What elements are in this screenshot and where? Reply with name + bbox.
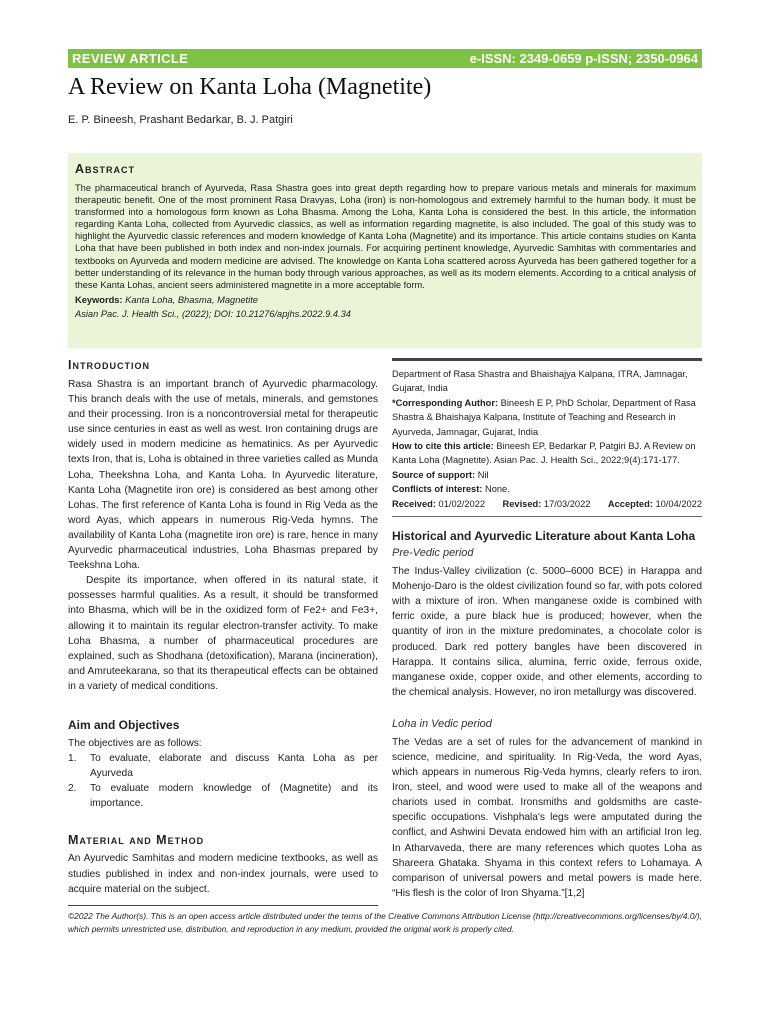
article-title: A Review on Kanta Loha (Magnetite) xyxy=(68,74,432,100)
aims-heading: Aim and Objectives xyxy=(68,717,180,732)
footer-rule xyxy=(68,905,378,906)
received-label: Received: xyxy=(392,498,436,509)
conflict-label: Conflicts of interest: xyxy=(392,484,483,495)
issn: e-ISSN: 2349-0659 p-ISSN; 2350-0964 xyxy=(469,51,698,66)
list-number: 1. xyxy=(68,753,77,765)
corr-text: Bineesh E P, PhD Scholar, Department of Rasa Shastra & Bhaishajya Kalpana, Institute of Teaching and Research in Ayurveda, Jamnagar, Gujarat, India xyxy=(392,397,696,437)
how-to-cite xyxy=(392,439,702,468)
accepted-value: 10/04/2022 xyxy=(655,498,702,509)
header-bar xyxy=(68,49,702,68)
revised-label: Revised: xyxy=(502,498,542,509)
support-text: Nil xyxy=(477,469,489,480)
pre-vedic-heading: Pre-Vedic period xyxy=(392,547,474,560)
objectives-list xyxy=(68,751,378,811)
abstract-text: The pharmaceutical branch of Ayurveda, Rasa Shastra goes into great depth regarding how to prepare various metals and minerals for maximum therapeutic benefit. One of the most prominent Rasa Dravyas, Loha (iron) is non-homologous and extremely harmful to the human body. It must be transformed into a homologous form known as Loha Bhasma. Among the Loha, Kanta Loha is considered the best. In this article, the information regarding Kanta Loha, collected from Ayurvedic classics, as well as information regarding magnetite, is also included. The goal of this study was to highlight the Ayurvedic classic references and modern knowledge of Kanta Loha (Magnetite) and its importance. This article contains studies on Kanta Loha that have been published in both index and non-index journals. For acquiring pertinent knowledge, Ayurvedic Samhitas with commentaries and textbooks on Ayurveda and modern medicine are advised. The knowledge on Kanta Loha scattered across Ayurveda has been gathered together for a better understanding of its relevance in the human body through various approaches, as well as its modern elements. According to a critical analysis of these Kanta Lohas, ancient seers administered magnetite in a more acceptable form. xyxy=(75,183,696,290)
abstract-box xyxy=(68,153,702,348)
affiliation-block xyxy=(392,367,702,511)
list-item xyxy=(68,751,378,781)
conflict-text: None. xyxy=(484,484,510,495)
article-dates xyxy=(392,497,702,511)
vedic-text: The Vedas are a set of rules for the advancement of mankind in science, medicine, and spirituality. In Rig-Veda, the word Ayas, which appears in numerous Rig-Veda hymns, clearly refers to iron. Iron, steel, and wood were used to make all of the weapons and chariots used in combat. Ironsmiths and goldsmiths are caste-specific occupations. Vishphala's legs were amputated during the conflict, and Ashwini Devata endowed him with an artificial Iron leg. In Atharvaveda, there are many references which quotes Loha as Shareera Ghataka. Shyama in this context refers to Lohamaya. A comparison of universal powers and metal powers is made here. “His flesh is the color of Iron Shyama.”[1,2] xyxy=(392,736,702,899)
introduction-heading: Introduction xyxy=(68,358,150,372)
method-text: An Ayurvedic Samhitas and modern medicine textbooks, as well as studies published in index and non-index journals, were used to acquire material on the subject. xyxy=(68,853,378,895)
affiliation-bottom-rule xyxy=(392,516,702,517)
left-column xyxy=(68,358,378,897)
journal-citation: Asian Pac. J. Health Sci., (2022); DOI: 10.21276/apjhs.2022.9.4.34 xyxy=(75,308,351,319)
keywords-value: Kanta Loha, Bhasma, Magnetite xyxy=(125,294,258,305)
keywords-label: Keywords: xyxy=(75,294,123,305)
cite-text: Bineesh EP, Bedarkar P, Patgiri BJ. A Review on Kanta Loha (Magnetite). Asian Pac. J. Health Sci., 2022;9(4):171-177. xyxy=(392,441,696,466)
received-date xyxy=(392,497,485,511)
revised-date xyxy=(503,497,591,511)
aims-intro: The objectives are as follows: xyxy=(68,737,202,749)
list-item xyxy=(68,781,378,811)
license-footer: ©2022 The Author(s). This is an open access article distributed under the terms of the Creative Commons Attribution License (http://creativecommons.org/licenses/by/4.0/), which permits unrestricted use, distribution, and reproduction in any medium, provided the original work is properly cited. xyxy=(68,911,702,934)
affiliation-top-rule xyxy=(392,358,702,361)
corr-label: *Corresponding Author: xyxy=(392,397,499,408)
source-of-support xyxy=(392,468,702,482)
vedic-heading: Loha in Vedic period xyxy=(392,717,492,730)
introduction-paragraph-2: Despite its importance, when offered in its natural state, it possesses harmful qualities. As a result, it should be transformed into Bhasma, which will be in the oxidized form of Fe2+ and Fe3+, allowing it to maintain its regular electron-transfer activity. To make Loha Bhasma, a number of pharmaceutical procedures are explained, such as Shodhana (detoxification), Marana (incineration), and Amruteekarana, so that its therapeutical effects can be obtained in a variety of medical conditions. xyxy=(68,575,378,692)
introduction-paragraph-1: Rasa Shastra is an important branch of Ayurvedic pharmacology. This branch deals with the use of metals, minerals, and gemstones and their processing. Iron is a noncontroversial metal for therapeutic use since centuries in east as well as west. Iron containing drugs are widely used in modern medicine as hematinics. As per Ayurvedic texts Iron, that is, Loha is obtained in three varieties called as Munda Loha, Theekshna Loha, and Kanta Loha. In Ayurvedic literature, Kanta Loha (Magnetite iron ore) is considered as best among other Lohas. The first reference of Kanta Loha is found in Rig Veda as the word Ayas, which appears in numerous Rig-Veda hymns. The availability of Kanta Loha (magnetite iron ore) is rare, hence in many Ayurvedic pharmaceutical industries, Loha Bhasmas prepared by Teekshna Loha. xyxy=(68,379,378,572)
accepted-date xyxy=(608,497,702,511)
history-heading: Historical and Ayurvedic Literature about Kanta Loha xyxy=(392,529,696,544)
conflicts-of-interest xyxy=(392,482,702,496)
article-type: REVIEW ARTICLE xyxy=(72,51,189,66)
abstract-heading: Abstract xyxy=(75,162,136,176)
author-list: E. P. Bineesh, Prashant Bedarkar, B. J. Patgiri xyxy=(68,114,293,126)
pre-vedic-text: The Indus-Valley civilization (c. 5000–6000 BCE) in Harappa and Mohenjo-Daro is the oldest civilization found so far, with pots colored with a mixture of iron. When manganese oxide is combined with ferric oxide, a pure black hue is produced; however, when the quantity of iron in the mixture predominates, a chocolate color is produced. Dark red pottery bangles have been discovered in Harappa. It contains silica, alumina, ferric oxide, ferrous oxide, manganese oxide, copper oxide, and other elements, according to the chemical analysis. However, no iron metallurgy was discovered. xyxy=(392,566,702,698)
keywords xyxy=(75,294,696,306)
right-column xyxy=(392,358,702,901)
list-number: 2. xyxy=(68,783,77,795)
received-value: 01/02/2022 xyxy=(438,498,486,509)
list-text: To evaluate modern knowledge of (Magnetite) and its importance. xyxy=(90,783,378,810)
support-label: Source of support: xyxy=(392,469,476,480)
corresponding-author xyxy=(392,396,702,439)
list-text: To evaluate, elaborate and discuss Kanta Loha as per Ayurveda xyxy=(90,753,378,780)
department: Department of Rasa Shastra and Bhaishajya Kalpana, ITRA, Jamnagar, Gujarat, India xyxy=(392,369,688,394)
revised-value: 17/03/2022 xyxy=(543,498,591,509)
cite-label: How to cite this article: xyxy=(392,441,494,452)
accepted-label: Accepted: xyxy=(607,498,653,509)
method-heading: Material and Method xyxy=(68,833,205,848)
